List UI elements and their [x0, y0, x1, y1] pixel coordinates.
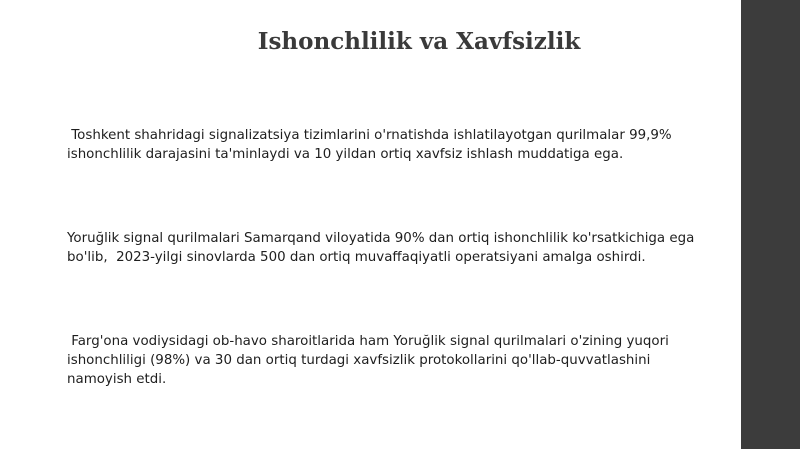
paragraph-2: [67, 229, 767, 267]
paragraph-line: Farg'ona vodiysidagi ob-havo sharoitlarida ham Yoruğlik signal qurilmalari o'zining yuqori: [67, 334, 669, 349]
paragraph-line: ishonchlilik darajasini ta'minlaydi va 10 yildan ortiq xavfsiz ishlash muddatiga ega.: [67, 147, 624, 162]
paragraph-3: [67, 332, 767, 389]
paragraph-1: [67, 126, 767, 164]
paragraph-line: namoyish etdi.: [67, 372, 167, 387]
slide-title: Ishonchlilik va Xavfsizlik: [257, 28, 581, 55]
paragraph-line: ishonchliligi (98%) va 30 dan ortiq turdagi xavfsizlik protokollarini qo'llab-quvvatlashini: [67, 353, 651, 368]
paragraph-line: Toshkent shahridagi signalizatsiya tizimlarini o'rnatishda ishlatilayotgan qurilmalar 99,9%: [67, 128, 672, 143]
sidebar-bar: [741, 0, 800, 449]
paragraph-line: bo'lib, 2023-yilgi sinovlarda 500 dan ortiq muvaffaqiyatli operatsiyani amalga oshirdi.: [67, 250, 646, 265]
paragraph-line: Yoruğlik signal qurilmalari Samarqand viloyatida 90% dan ortiq ishonchlilik ko'rsatkichiga ega: [67, 231, 695, 246]
